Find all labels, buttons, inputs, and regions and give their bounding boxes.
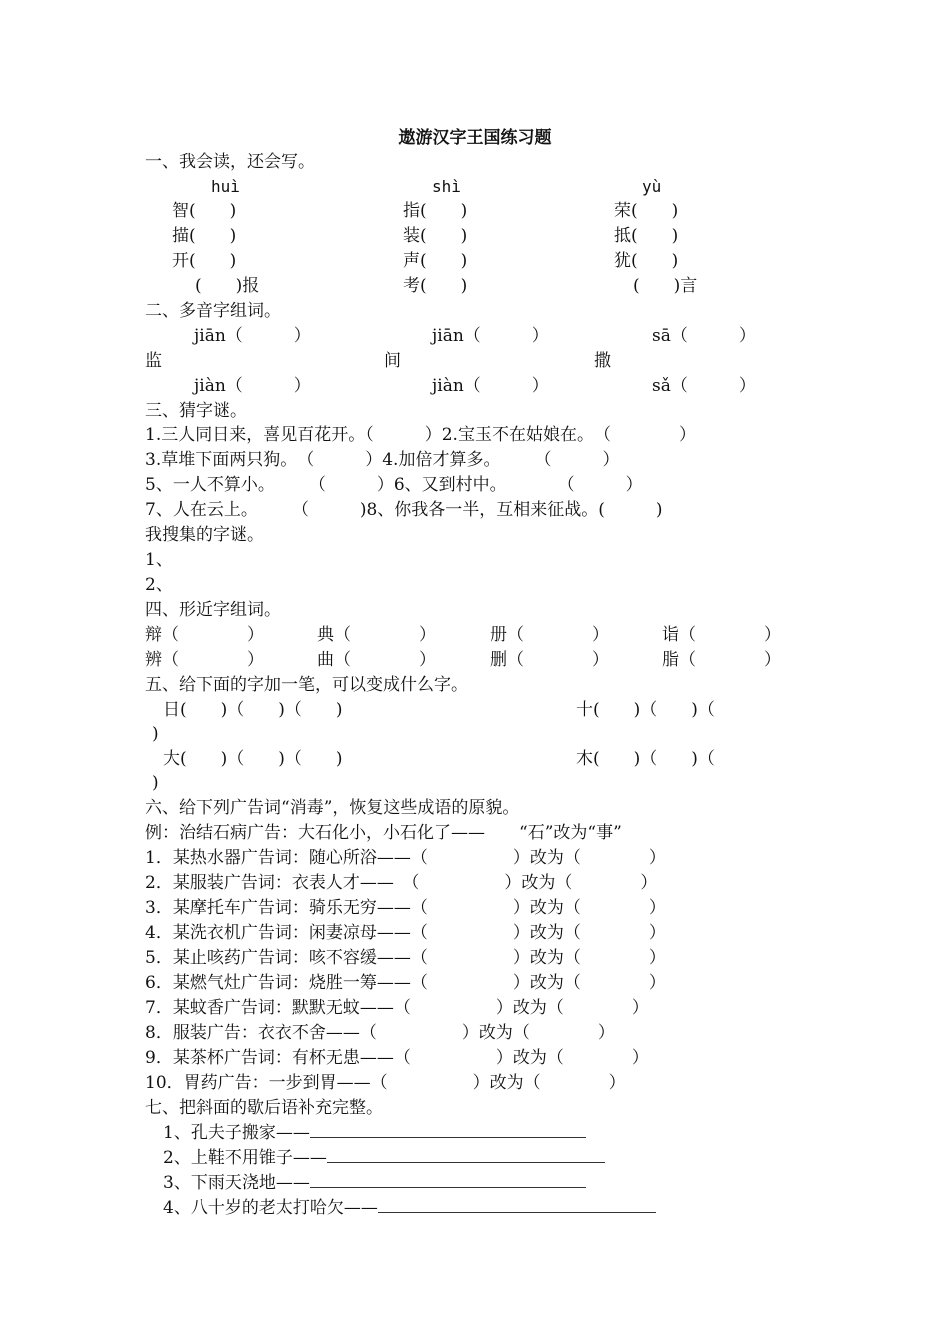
riddle-collect-item: 2、 (145, 575, 173, 595)
s1-cell: 指( ) (403, 201, 468, 221)
xiehouyu-prompt: 2、上鞋不用锥子—— (163, 1148, 327, 1168)
similar-char-cell: 辨（ ） (145, 650, 264, 670)
xiehouyu-item (163, 1147, 605, 1169)
similar-char-cell: 诣（ ） (662, 625, 781, 645)
xiehouyu-prompt: 1、孔夫子搬家—— (163, 1123, 310, 1143)
s1-cell: 装( ) (403, 226, 468, 246)
section-3-heading: 三、猜字谜。 (145, 401, 247, 421)
ad-item: 2．某服装广告词：衣表人才—— （ ）改为（ ） (145, 873, 658, 893)
s1-cell: 抵( ) (614, 226, 679, 246)
polyphone-char: 间 (384, 351, 401, 371)
add-stroke-wrap: ) (152, 724, 159, 744)
section-7-heading: 七、把斜面的歇后语补充完整。 (145, 1098, 383, 1118)
section-5-heading: 五、给下面的字加一笔，可以变成什么字。 (145, 675, 468, 695)
s1-cell: ( )言 (633, 276, 698, 296)
xiehouyu-item (163, 1172, 586, 1194)
polyphone-char: 监 (145, 351, 162, 371)
s1-cell: 描( ) (172, 226, 237, 246)
polyphone-bottom: jiàn（ ） (432, 376, 549, 396)
s1-cell: 荣( ) (614, 201, 679, 221)
riddle-collect-item: 1、 (145, 550, 173, 570)
answer-line[interactable] (310, 1123, 586, 1138)
polyphone-top: jiān（ ） (194, 326, 311, 346)
polyphone-char: 撒 (594, 351, 611, 371)
add-stroke-wrap: ) (152, 773, 159, 793)
answer-line[interactable] (327, 1148, 605, 1163)
xiehouyu-item (163, 1197, 656, 1219)
section-1-heading: 一、我会读，还会写。 (145, 152, 315, 172)
riddle-collect-heading: 我搜集的字谜。 (145, 525, 264, 545)
add-stroke-row: 木( )（ )（ (576, 749, 715, 769)
similar-char-cell: 脂（ ） (662, 650, 781, 670)
s1-cell: 智( ) (172, 201, 237, 221)
xiehouyu-prompt: 4、八十岁的老太打哈欠—— (163, 1198, 378, 1218)
pinyin-hui: huì (211, 177, 240, 196)
section-6-heading: 六、给下列广告词“消毒”，恢复这些成语的原貌。 (145, 798, 520, 818)
answer-line[interactable] (310, 1173, 586, 1188)
polyphone-bottom: sǎ（ ） (652, 376, 756, 396)
ad-item: 10．胃药广告：一步到胃——（ ）改为（ ） (145, 1073, 626, 1093)
s1-cell: 开( ) (172, 251, 237, 271)
riddle-line: 3.草堆下面两只狗。 （ ）4.加倍才算多。 （ ） (145, 450, 620, 470)
s1-cell: 考( ) (403, 276, 468, 296)
xiehouyu-item (163, 1122, 586, 1144)
pinyin-shi: shì (432, 177, 461, 196)
riddle-line: 7、人在云上。 （ )8、你我各一半，互相来征战。( ) (145, 500, 663, 520)
ad-item: 8．服装广告：衣衣不舍——（ ）改为（ ） (145, 1023, 615, 1043)
riddle-line: 5、一人不算小。 （ ）6、又到村中。 （ ） (145, 475, 643, 495)
riddle-line: 1.三人同日来，喜见百花开。（ ）2.宝玉不在姑娘在。 （ ） (145, 425, 696, 445)
section-2-heading: 二、多音字组词。 (145, 301, 281, 321)
xiehouyu-prompt: 3、下雨天浇地—— (163, 1173, 310, 1193)
ad-item: 5．某止咳药广告词：咳不容缓——（ ）改为（ ） (145, 948, 666, 968)
ad-item: 7．某蚊香广告词：默默无蚊——（ ）改为（ ） (145, 998, 649, 1018)
s1-cell: ( )报 (195, 276, 260, 296)
ad-item: 6．某燃气灶广告词：烧胜一筹——（ ）改为（ ） (145, 973, 666, 993)
polyphone-top: jiān（ ） (432, 326, 549, 346)
similar-char-cell: 册（ ） (490, 625, 609, 645)
pinyin-yu: yù (642, 177, 662, 196)
similar-char-cell: 辩（ ） (145, 625, 264, 645)
polyphone-top: sā（ ） (652, 326, 756, 346)
similar-char-cell: 删（ ） (490, 650, 609, 670)
section-4-heading: 四、形近字组词。 (145, 600, 281, 620)
add-stroke-row: 十( )（ )（ (576, 700, 715, 720)
similar-char-cell: 典（ ） (317, 625, 436, 645)
ad-item: 1．某热水器广告词：随心所浴——（ ）改为（ ） (145, 848, 666, 868)
add-stroke-row: 日( )（ )（ ) (163, 700, 343, 720)
ad-item: 4．某洗衣机广告词：闲妻凉母——（ ）改为（ ） (145, 923, 666, 943)
polyphone-bottom: jiàn（ ） (194, 376, 311, 396)
similar-char-cell: 曲（ ） (317, 650, 436, 670)
ad-item: 3．某摩托车广告词：骑乐无穷——（ ）改为（ ） (145, 898, 666, 918)
s1-cell: 声( ) (403, 251, 468, 271)
page-title: 遨游汉字王国练习题 (398, 128, 552, 148)
answer-line[interactable] (378, 1198, 656, 1213)
ad-example: 例：治结石病广告：大石化小，小石化了—— “石”改为“事” (145, 823, 622, 843)
s1-cell: 犹( ) (614, 251, 679, 271)
add-stroke-row: 大( )（ )（ ) (163, 749, 343, 769)
ad-item: 9．某茶杯广告词：有杯无患——（ ）改为（ ） (145, 1048, 649, 1068)
